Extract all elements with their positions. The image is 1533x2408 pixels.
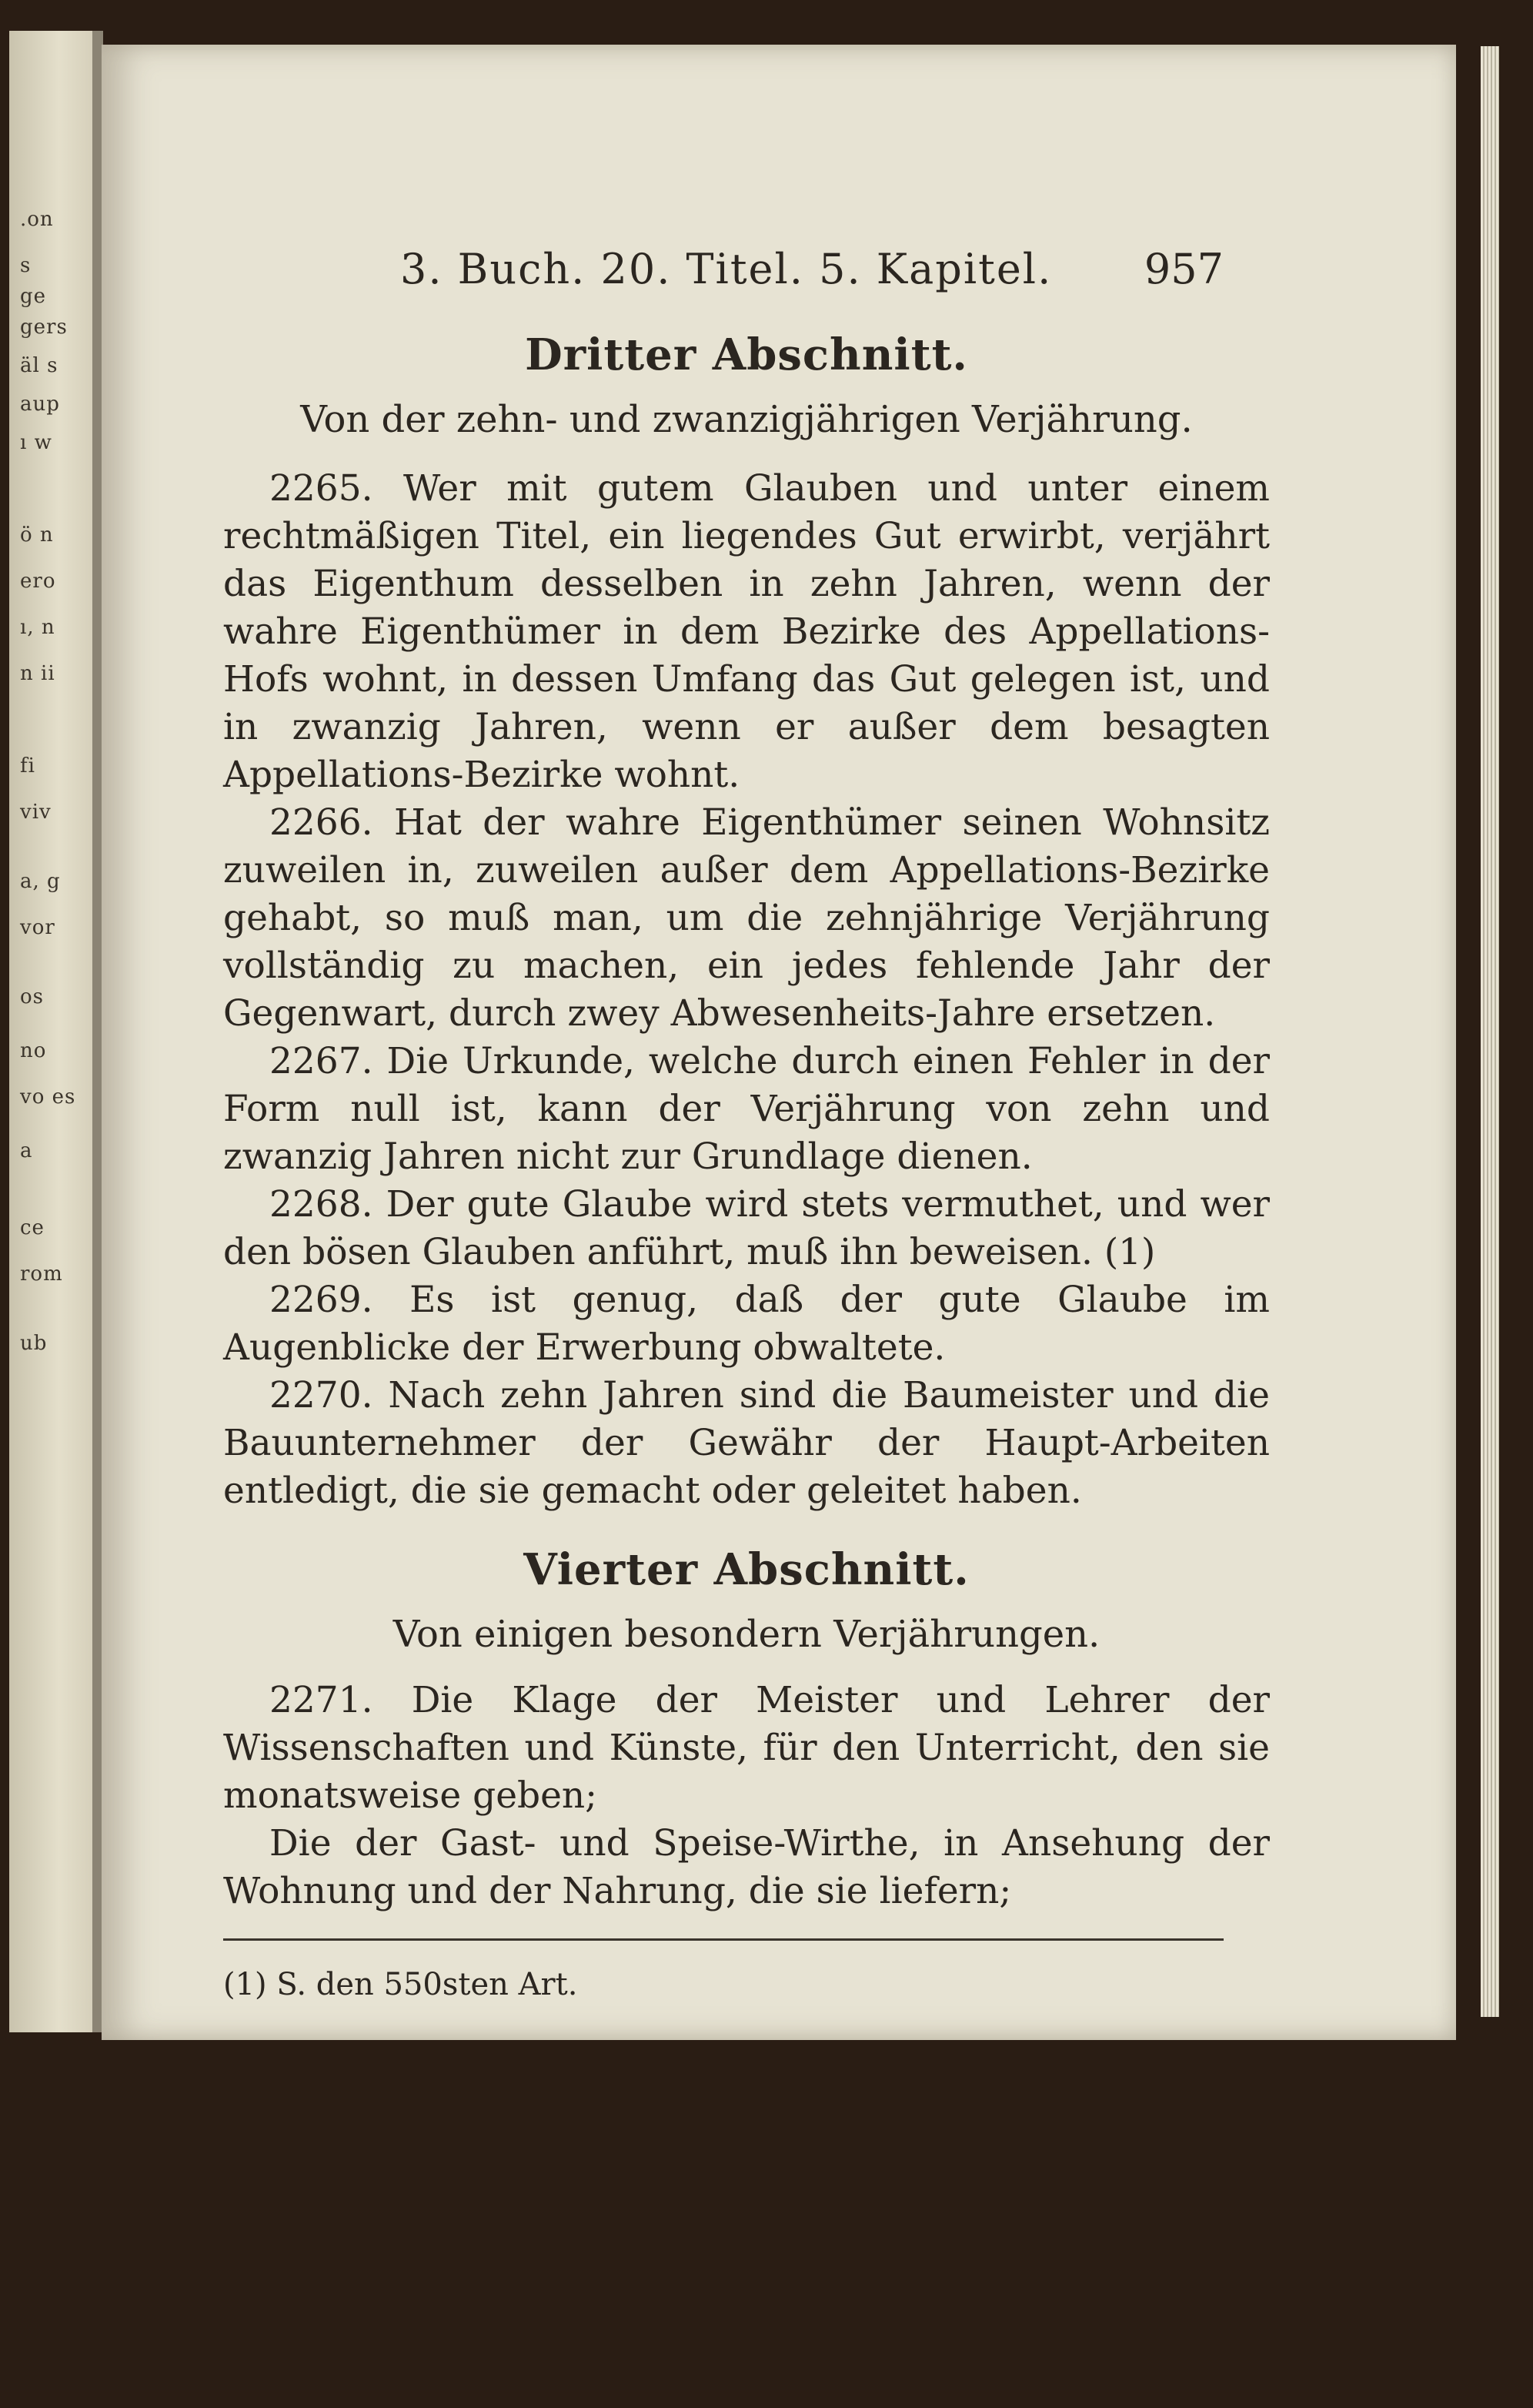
running-title: 3. Buch. 20. Titel. 5. Kapitel.: [400, 245, 1053, 293]
prev-page-fragment: a, g: [20, 870, 61, 893]
page-number: 957: [1144, 245, 1224, 293]
prev-page-fragment: .on: [20, 208, 54, 231]
prev-page-fragment: ö n: [20, 523, 54, 547]
section-title-vierter: Vierter Abschnitt.: [523, 1544, 970, 1595]
prev-page-fragment: vo es: [20, 1085, 76, 1109]
prev-page-fragment: rom: [20, 1263, 63, 1286]
prev-page-fragment: vor: [20, 916, 55, 939]
article-2269: 2269. Es ist genug, daß der gute Glaube im Augenblicke der Erwerbung obwaltete.: [223, 1279, 1270, 1369]
article-2271: 2271. Die Klage der Meister und Lehrer der Wissenschaften und Künste, für den Unterricht, den sie monatsweise geben;: [223, 1679, 1270, 1817]
article-2266: 2266. Hat der wahre Eigenthümer seinen Wohnsitz zuweilen in, zuweilen außer dem Appellations-Bezirke gehabt, so muß man, um die zehnjährige Verjährung vollständig zu machen, ein jedes fehlende Jahr der Gegenwart, durch zwey Abwesenheits-Jahre ersetzen.: [223, 801, 1270, 1035]
prev-page-fragment: aup: [20, 393, 60, 416]
section-subtitle-dritter: Von der zehn- und zwanzigjährigen Verjährung.: [300, 398, 1193, 441]
section-subtitle-vierter: Von einigen besondern Verjährungen.: [392, 1613, 1100, 1656]
prev-page-fragment: ub: [20, 1332, 48, 1355]
prev-page-fragment: viv: [20, 801, 52, 824]
article-2268: 2268. Der gute Glaube wird stets vermuthet, und wer den bösen Glauben anführt, muß ihn beweisen. (1): [223, 1183, 1270, 1273]
footnote-rule: [223, 1938, 1224, 1941]
prev-page-fragment: ı w: [20, 431, 52, 454]
prev-page-fragment: ı, n: [20, 616, 55, 639]
prev-page-fragment: fi: [20, 754, 35, 778]
page-body: [223, 231, 1270, 2008]
prev-page-fragment: a: [20, 1139, 33, 1162]
previous-page-edge: [9, 31, 95, 2032]
page-edge-stack: [1481, 46, 1499, 2017]
prev-page-fragment: os: [20, 985, 44, 1008]
prev-page-fragment: no: [20, 1039, 47, 1062]
section-title-dritter: Dritter Abschnitt.: [525, 329, 968, 380]
prev-page-fragment: ge: [20, 285, 47, 308]
article-2271-continued: Die der Gast- und Speise-Wirthe, in Ansehung der Wohnung und der Nahrung, die sie liefern;: [223, 1822, 1270, 1912]
prev-page-fragment: s: [20, 254, 32, 277]
prev-page-fragment: ero: [20, 570, 56, 593]
prev-page-fragment: ce: [20, 1216, 45, 1239]
article-2267: 2267. Die Urkunde, welche durch einen Fehler in der Form null ist, kann der Verjährung von zehn und zwanzig Jahren nicht zur Grundlage dienen.: [223, 1040, 1270, 1178]
footnote: (1) S. den 550sten Art.: [223, 1967, 578, 2002]
prev-page-fragment: gers: [20, 316, 68, 339]
article-2265: 2265. Wer mit gutem Glauben und unter einem rechtmäßigen Titel, ein liegendes Gut erwirbt, verjährt das Eigenthum desselben in zehn Jahren, wenn der wahre Eigenthümer in dem Bezirke des Appellations-Hofs wohnt, in dessen Umfang das Gut gelegen ist, und in zwanzig Jahren, wenn er außer dem besagten Appellations-Bezirke wohnt.: [223, 467, 1270, 796]
prev-page-fragment: äl s: [20, 354, 58, 377]
article-2270: 2270. Nach zehn Jahren sind die Baumeister und die Bauunternehmer der Gewähr der Haupt-Arbeiten entledigt, die sie gemacht oder geleitet haben.: [223, 1374, 1270, 1512]
prev-page-fragment: n ii: [20, 662, 55, 685]
